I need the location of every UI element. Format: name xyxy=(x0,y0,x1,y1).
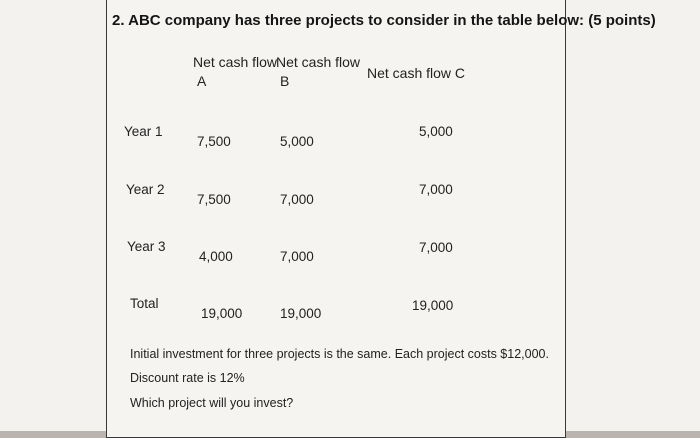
cell-year-3-a: 4,000 xyxy=(199,249,233,264)
header-net-cash-flow-c: Net cash flow C xyxy=(367,65,466,81)
cell-year-1-b: 5,000 xyxy=(280,134,314,149)
cell-year-2-b: 7,000 xyxy=(280,192,314,207)
header-net-cash-flow-b xyxy=(276,53,360,91)
header-a-line2: A xyxy=(197,73,207,89)
row-label-year-1: Year 1 xyxy=(124,124,163,139)
cell-total-b: 19,000 xyxy=(280,306,322,321)
header-a-line1: Net cash flow xyxy=(193,54,278,70)
row-label-year-3: Year 3 xyxy=(127,239,166,254)
investment-note: Initial investment for three projects is the same. Each project costs $12,000. xyxy=(130,347,549,361)
cell-year-2-c: 7,000 xyxy=(419,182,453,197)
row-label-year-2: Year 2 xyxy=(126,182,165,197)
cell-year-1-a: 7,500 xyxy=(197,134,231,149)
header-net-cash-flow-a xyxy=(193,53,277,91)
question-title: 2. ABC company has three projects to consider in the table below: (5 points) xyxy=(112,12,656,29)
row-label-total: Total xyxy=(130,296,159,311)
cell-total-c: 19,000 xyxy=(412,298,454,313)
cell-year-1-c: 5,000 xyxy=(419,124,453,139)
cell-year-2-a: 7,500 xyxy=(197,192,231,207)
cell-year-3-b: 7,000 xyxy=(280,249,314,264)
discount-rate-note: Discount rate is 12% xyxy=(130,371,245,385)
header-b-line2: B xyxy=(280,73,290,89)
question-prompt: Which project will you invest? xyxy=(130,396,294,410)
header-b-line1: Net cash flow xyxy=(276,54,361,70)
cell-total-a: 19,000 xyxy=(201,306,243,321)
cell-year-3-c: 7,000 xyxy=(419,240,453,255)
